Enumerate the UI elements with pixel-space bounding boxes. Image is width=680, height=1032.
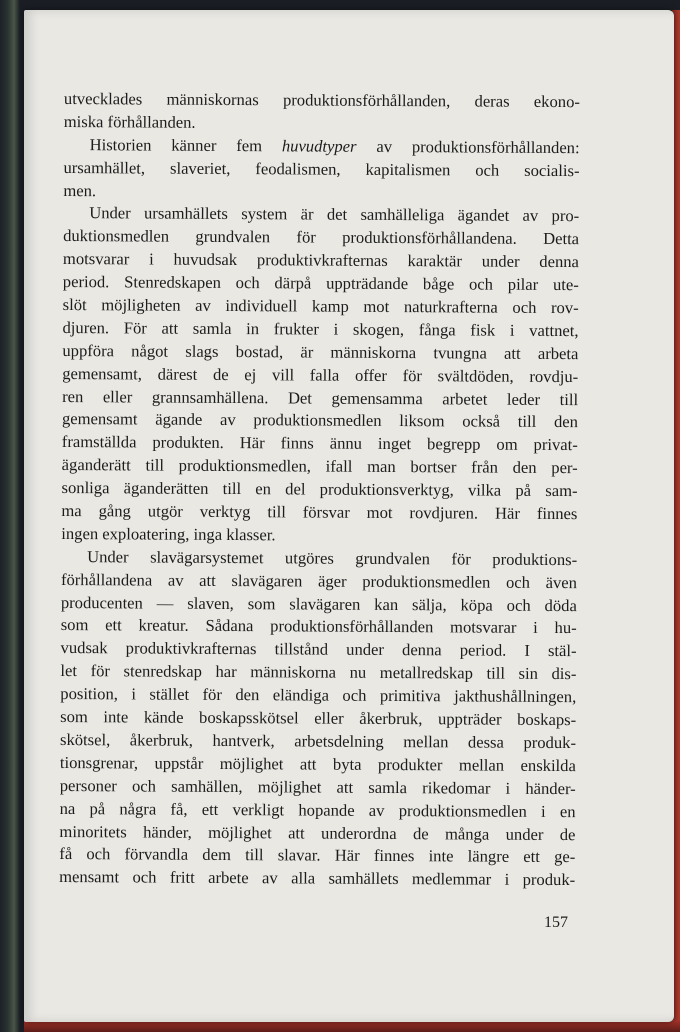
text-line: gemensamt, därest de ej vill falla offer för svältdöden, rovdju- xyxy=(62,363,579,386)
italic-term: huvudtyper xyxy=(281,136,357,156)
text-line: uppföra något slags bostad, är människorna tvungna att arbeta xyxy=(62,340,579,363)
text-line: som inte kände boskapsskötsel eller åkerbruk, uppträder boskaps- xyxy=(60,707,577,730)
text-line: få och förvandla dem till slavar. Här finnes inte längre ett ge- xyxy=(59,844,576,867)
text-line: förhållandena av att slavägaren äger produktionsmedlen och även xyxy=(60,569,578,592)
text-line: tionsgrenar, uppstår möjlighet att byta produkter mellan enskilda xyxy=(59,752,576,775)
text-line: ursamhället, slaveriet, feodalismen, kapitalismen och socialis- xyxy=(63,157,580,180)
text-line: miska förhållanden. xyxy=(63,111,196,132)
text-line: position, i stället för den eländiga och primitiva jakthushållningen, xyxy=(60,684,577,707)
body-text xyxy=(59,88,580,892)
text-line: slöt möjligheten av individuell kamp mot naturkrafterna och rov- xyxy=(62,295,579,318)
text-line: personer och samhällen, möjlighet att samla rikedomar i händer- xyxy=(59,775,576,798)
text-fragment: Historien känner fem xyxy=(89,134,282,156)
text-line: sonliga äganderätten till en del produktionsverktyg, vilka på sam- xyxy=(61,478,578,501)
text-line: djuren. För att samla in frukter i skogen, fånga fisk i vattnet, xyxy=(62,317,579,341)
text-line: ma gång utgör verktyg till försvar mot rovdjuren. Här finnes xyxy=(61,501,578,524)
page-number: 157 xyxy=(544,914,568,931)
text-line: men. xyxy=(63,180,97,200)
text-line: Under ursamhällets system är det samhälleliga ägandet av pro- xyxy=(89,203,580,226)
text-line: duktionsmedlen grundvalen för produktionsförhållandena. Detta xyxy=(63,226,580,249)
text-line: skötsel, åkerbruk, hantverk, arbetsdelning mellan dessa produk- xyxy=(59,729,577,753)
text-line: framställda produkten. Här finns ännu inget begrepp om privat- xyxy=(61,432,578,455)
text-fragment: av produktionsförhållanden: xyxy=(356,136,580,157)
text-line: producenten — slaven, som slavägaren kan sälja, köpa och döda xyxy=(60,592,577,615)
text-line: motsvarar i huvudsak produktivkrafternas karaktär under denna xyxy=(62,249,580,272)
text-line: gemensamt ägande av produktionsmedlen liksom också till den xyxy=(61,409,579,432)
text-line: utvecklades människornas produktionsförhållanden, deras ekono- xyxy=(63,88,580,112)
text-line: ren eller grannsamhällena. Det gemensamma arbetet leder till xyxy=(62,386,579,409)
text-line-with-italic xyxy=(64,134,580,160)
text-line: Under slavägarsystemet utgöres grundvalen för produktions- xyxy=(87,546,578,569)
text-line: äganderätt till produktionsmedlen, ifall man bortser från den per- xyxy=(61,455,578,478)
text-line: na på några få, ett verkligt hopande av produktionsmedlen i en xyxy=(59,798,576,821)
text-line: som ett kreatur. Sådana produktionsförhållanden motsvarar i hu- xyxy=(60,615,577,638)
text-line: ingen exploatering, inga klasser. xyxy=(61,523,276,545)
text-line: period. Stenredskapen och därpå uppträdande båge och pilar ute- xyxy=(62,272,579,295)
text-line: mensamt och fritt arbete av alla samhällets medlemmar i produk- xyxy=(59,867,576,890)
text-line: vudsak produktivkrafternas tillstånd under denna period. I stäl- xyxy=(60,638,577,661)
text-line: let för stenredskap har människorna nu metallredskap till sin dis- xyxy=(60,661,577,684)
text-line: minoritets händer, möjlighet att underordna de många under de xyxy=(59,821,576,844)
